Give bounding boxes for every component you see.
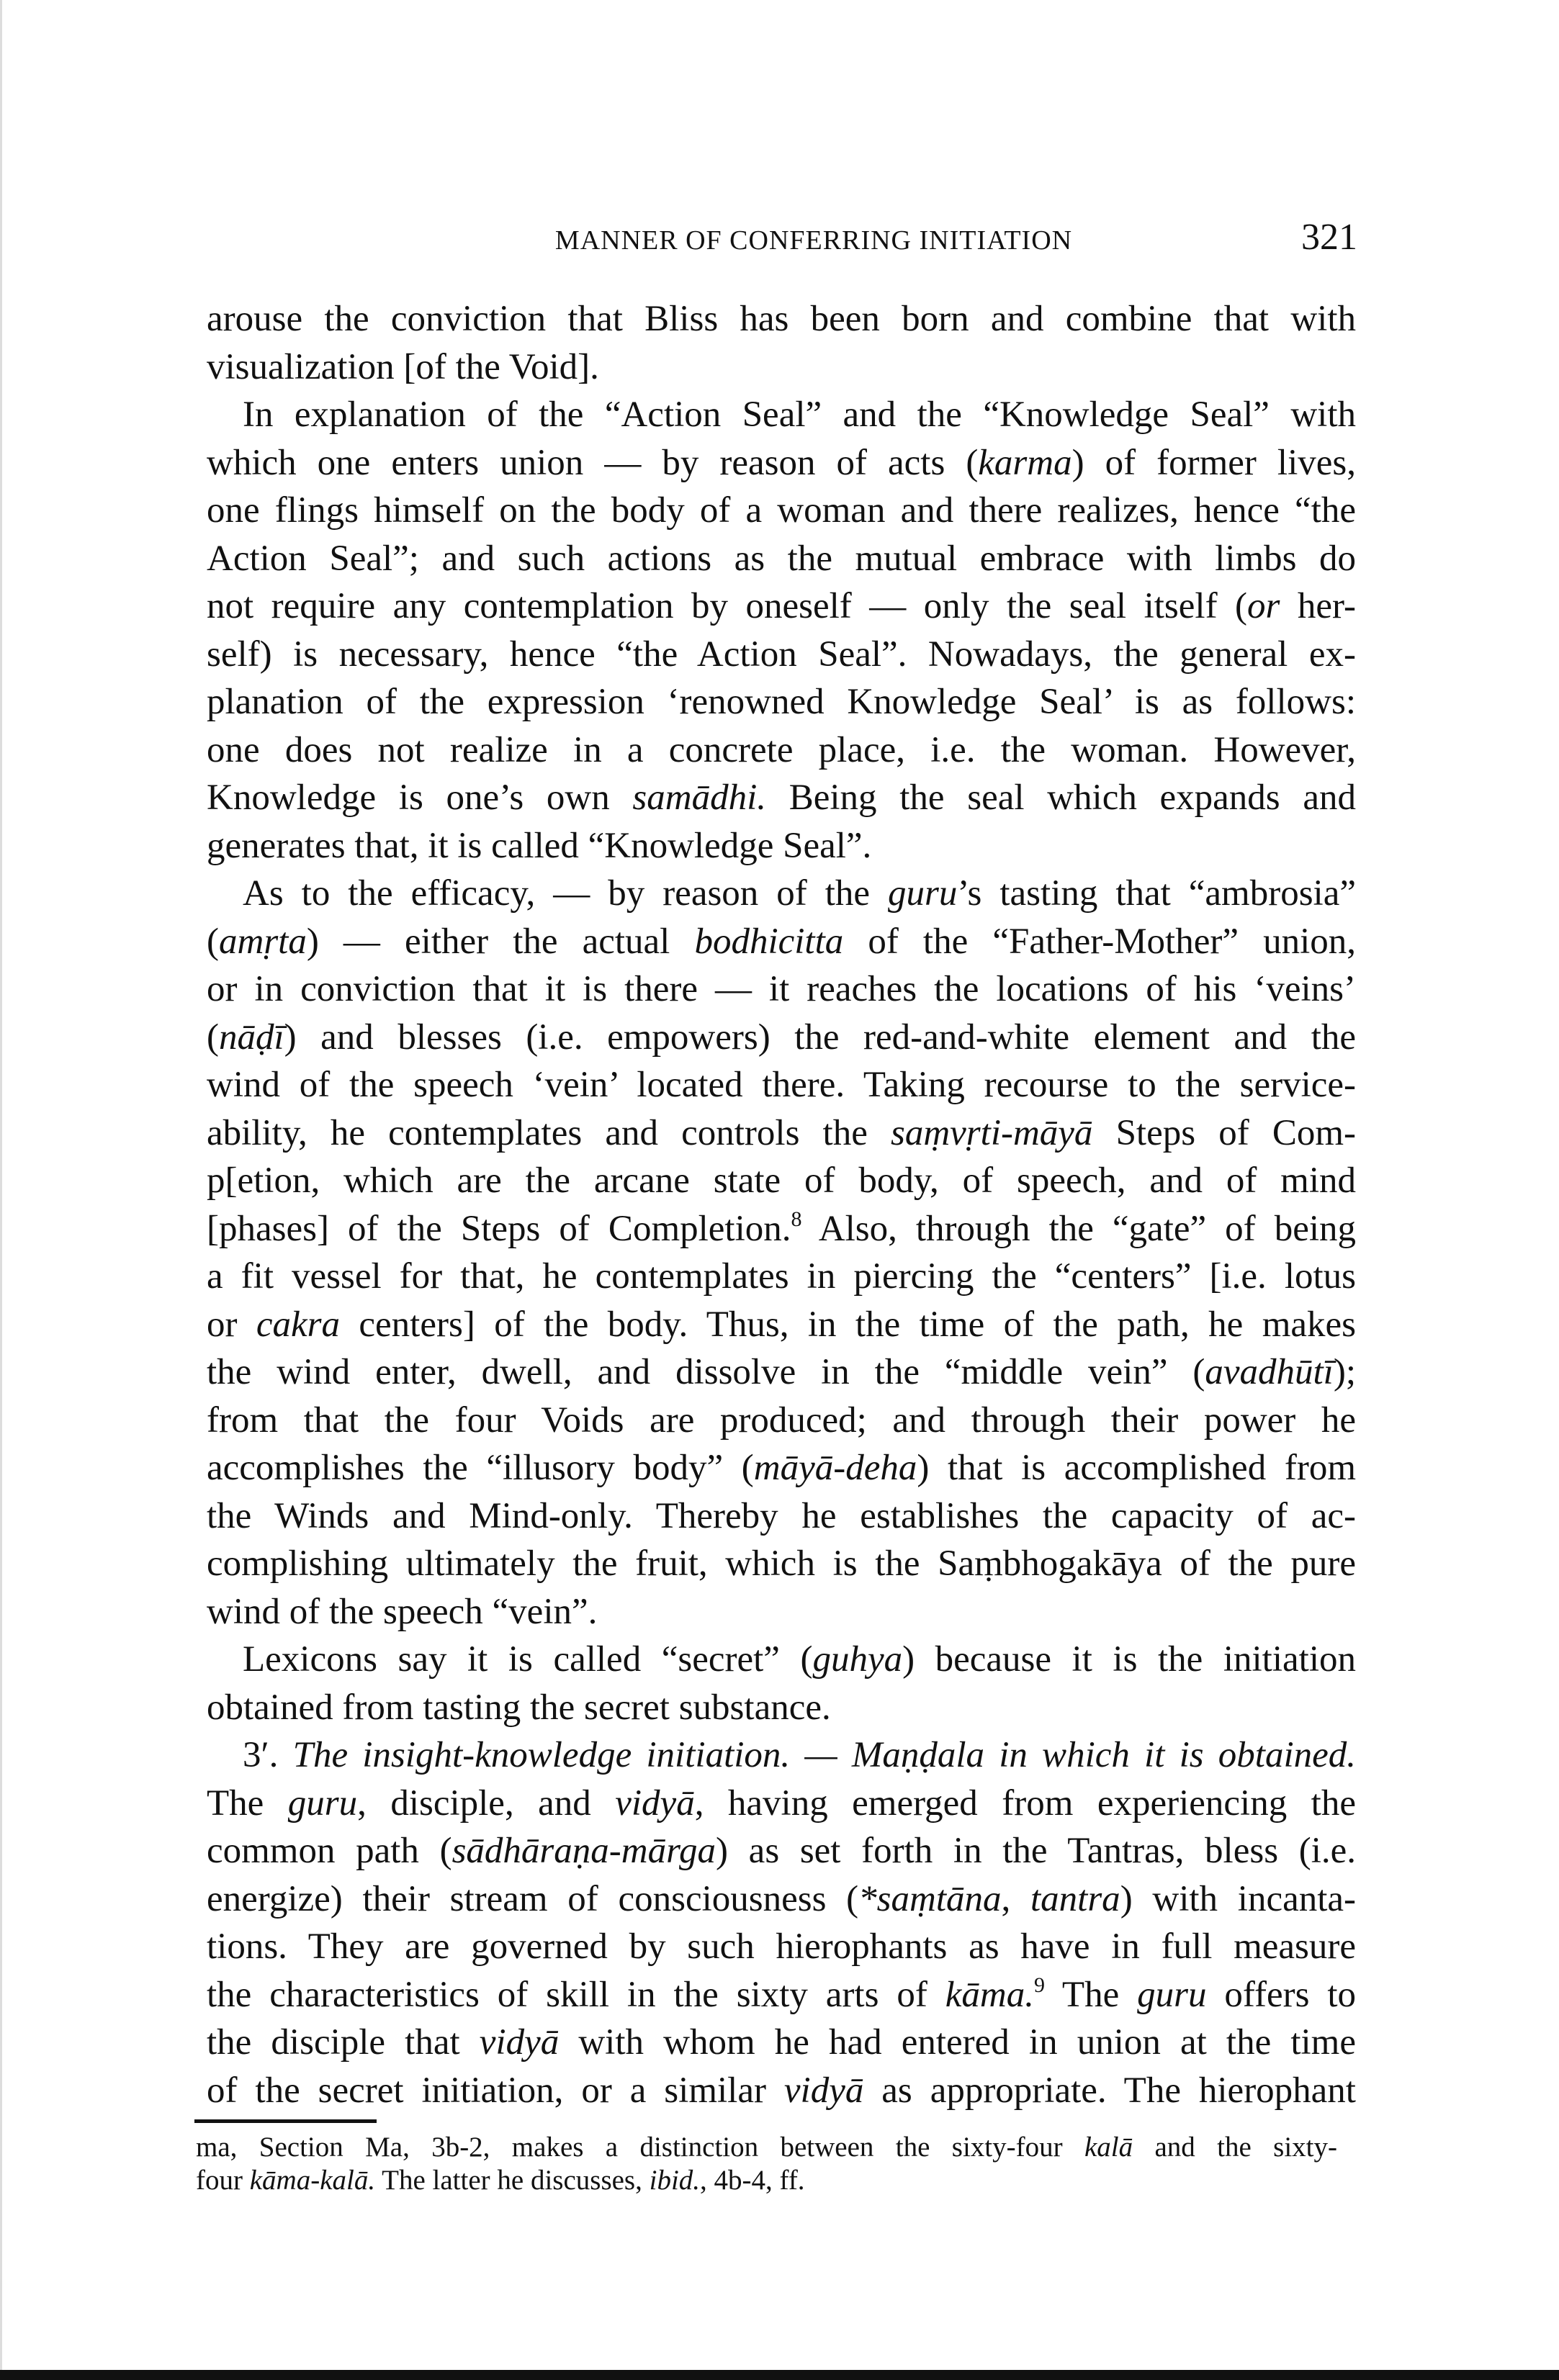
text-line [207,1253,1356,1300]
text-run: of the “Father-Mother” union, [843,921,1356,962]
text-run: ( [207,921,219,962]
italic-term: kalā [1084,2132,1133,2163]
text-line [207,1301,1356,1348]
italic-term: vidyā [479,2022,560,2063]
footnote-reference: 9 [1033,1973,1045,1997]
italic-term: The insight-knowledge initiation. — Maṇḍala in which it is obtained. [292,1735,1356,1775]
text-line [207,1348,1356,1396]
text-run: ) with incanta- [1120,1878,1357,1919]
text-line [207,1827,1356,1875]
text-line [207,1684,1356,1731]
text-run: , [1001,1878,1030,1919]
italic-term: sādhāraṇa-mārga [451,1831,716,1871]
text-line [207,1588,1356,1636]
text-run: a fit vessel for that, he contemplates in piercing the “centers” [i.e. lotus [207,1256,1356,1297]
italic-term: nāḍī [218,1017,284,1058]
text-line [207,487,1356,534]
text-line [243,391,1356,438]
text-run: The [207,1782,288,1824]
text-run: one flings himself on the body of a woman and there realizes, hence “the [207,490,1356,531]
text-run: her- [1280,586,1356,626]
italic-term: kāma-kalā. [249,2165,376,2196]
text-line [207,2067,1356,2114]
text-run: ’s tasting that “ambrosia” [957,873,1356,914]
italic-term: samādhi. [632,777,766,818]
text-run: ma, Section Ma, 3b-2, makes a distinction between the sixty-four [196,2132,1084,2163]
text-run: arouse the conviction that Bliss has been born and combine that with [207,299,1356,339]
text-line [243,1731,1356,1779]
text-run: self) is necessary, hence “the Action Seal”. Nowadays, the general ex- [207,634,1356,675]
text-run: the disciple that [207,2022,480,2063]
italic-term: karma [978,442,1072,483]
text-line [207,1061,1356,1109]
text-run: accomplishes the “illusory body” ( [207,1448,754,1488]
italic-term: or [1247,586,1280,626]
text-run: from that the four Voids are produced; and through their power he [207,1399,1356,1441]
text-run: ability, he contemplates and controls the [207,1112,891,1153]
text-run: , disciple, and [357,1782,616,1824]
text-line [243,870,1356,917]
text-run: obtained from tasting the secret substance. [207,1687,831,1728]
text-line [207,582,1356,630]
text-run: The [1044,1974,1138,2015]
italic-term: kāma. [945,1974,1034,2015]
text-line [207,1444,1356,1492]
text-run: complishing ultimately the fruit, which is the Saṃbhogakāya of the pure [207,1543,1356,1584]
text-run: planation of the expression ‘renowned Knowledge Seal’ is as follows: [207,682,1356,722]
text-run: ) that is accomplished from [917,1448,1356,1488]
italic-term: guru [287,1782,358,1824]
text-run: 3′. [243,1735,293,1775]
text-run: , having emerged from experiencing the [694,1782,1356,1824]
text-line [207,965,1356,1013]
text-run: Being the seal which expands and [766,777,1356,818]
italic-term: vidyā [615,1782,695,1824]
text-line [207,1492,1356,1540]
text-run: [phases] of the Steps of Completion. [207,1208,791,1249]
text-run: Lexicons say it is called “secret” ( [243,1639,813,1680]
text-run: Also, through the “gate” of being [801,1208,1356,1249]
text-line [207,1780,1356,1827]
text-run: generates that, it is called “Knowledge Seal”. [207,825,872,866]
text-line [207,1540,1356,1587]
text-run: , 4b-4, ff. [700,2165,805,2196]
text-run: one does not realize in a concrete place, i.e. the woman. However, [207,729,1356,770]
italic-term: bodhicitta [694,921,844,962]
italic-term: saṃvṛti-māyā [890,1112,1093,1153]
text-run: four [196,2165,250,2196]
text-run: ( [207,1017,219,1058]
text-run: energize) their stream of consciousness ( [207,1878,859,1919]
text-run: not require any contemplation by oneself — only the seal itself ( [207,586,1248,626]
italic-term: *saṃtāna [858,1878,1002,1919]
text-line [207,343,1356,391]
text-run: of the secret initiation, or a similar [207,2070,784,2111]
text-run: the wind enter, dwell, and dissolve in the “middle vein” ( [207,1352,1205,1392]
text-run: ) as set forth in the Tantras, bless (i.e. [716,1831,1356,1871]
text-run: offers to [1206,1974,1356,2015]
text-run: The latter he discusses, [375,2165,650,2196]
text-line [207,1875,1356,1923]
text-run: visualization [of the Void]. [207,346,599,387]
text-run: wind of the speech ‘vein’ located there. Taking recourse to the service- [207,1065,1356,1105]
text-line [207,1397,1356,1444]
text-line [243,1636,1356,1683]
text-run: and the sixty- [1133,2132,1337,2163]
text-run: Steps of Com- [1092,1112,1356,1153]
italic-term: ibid. [649,2165,701,2196]
text-line [207,295,1356,343]
footnote-line [196,2131,1337,2164]
italic-term: guhya [812,1639,903,1680]
page-number: 321 [1301,217,1357,258]
text-run: the Winds and Mind-only. Thereby he establishes the capacity of ac- [207,1495,1356,1536]
text-run: As to the efficacy, — by reason of the [243,873,889,914]
italic-term: tantra [1030,1878,1120,1919]
text-run: Knowledge is one’s own [207,777,633,818]
text-line [207,1205,1356,1253]
text-line [207,774,1356,821]
text-line [207,1923,1356,1970]
running-header: MANNER OF CONFERRING INITIATION [554,225,1073,256]
text-line [207,1157,1356,1204]
text-line [207,822,1356,870]
italic-term: vidyā [783,2070,864,2111]
text-line [207,535,1356,582]
footnote-reference: 8 [791,1207,802,1231]
text-line [207,439,1356,487]
text-run: ) — either the actual [306,921,695,962]
text-run: centers] of the body. Thus, in the time of the path, he makes [340,1304,1357,1345]
footnote-rule [194,2119,377,2123]
text-run: ) and blesses (i.e. empowers) the red-and-white element and the [284,1017,1356,1058]
text-line [207,1971,1356,2019]
text-line [207,918,1356,965]
text-line [207,678,1356,726]
scan-edge [0,0,2,2380]
text-run: ) because it is the initiation [902,1639,1356,1680]
text-run: Action Seal”; and such actions as the mutual embrace with limbs do [207,538,1356,579]
italic-term: māyā-deha [753,1448,917,1488]
text-line [207,1014,1356,1061]
italic-term: guru [1137,1974,1207,2015]
text-line [207,2019,1356,2066]
italic-term: avadhūtī [1205,1352,1334,1392]
text-run: as appropriate. The hierophant [863,2070,1356,2111]
text-run: tions. They are governed by such hierophants as have in full measure [207,1926,1356,1967]
text-run: p[etion, which are the arcane state of body, of speech, and of mind [207,1160,1356,1201]
text-run: or in conviction that it is there — it reaches the locations of his ‘veins’ [207,969,1356,1009]
text-line [207,1109,1356,1157]
italic-term: guru [888,873,958,914]
text-line [207,726,1356,774]
text-run: which one enters union — by reason of acts ( [207,442,979,483]
text-run: common path ( [207,1831,452,1871]
text-run: wind of the speech “vein”. [207,1591,598,1632]
footnote-line [196,2164,1337,2197]
text-run: ); [1333,1352,1356,1392]
text-run: with whom he had entered in union at the time [559,2022,1356,2063]
text-run: the characteristics of skill in the sixty arts of [207,1974,945,2015]
text-line [207,631,1356,678]
text-run: or [207,1304,256,1345]
scan-edge-bottom [0,2370,1559,2380]
italic-term: amṛta [218,921,307,962]
italic-term: cakra [256,1304,341,1345]
text-run: ) of former lives, [1071,442,1356,483]
text-run: In explanation of the “Action Seal” and the “Knowledge Seal” with [243,395,1356,435]
